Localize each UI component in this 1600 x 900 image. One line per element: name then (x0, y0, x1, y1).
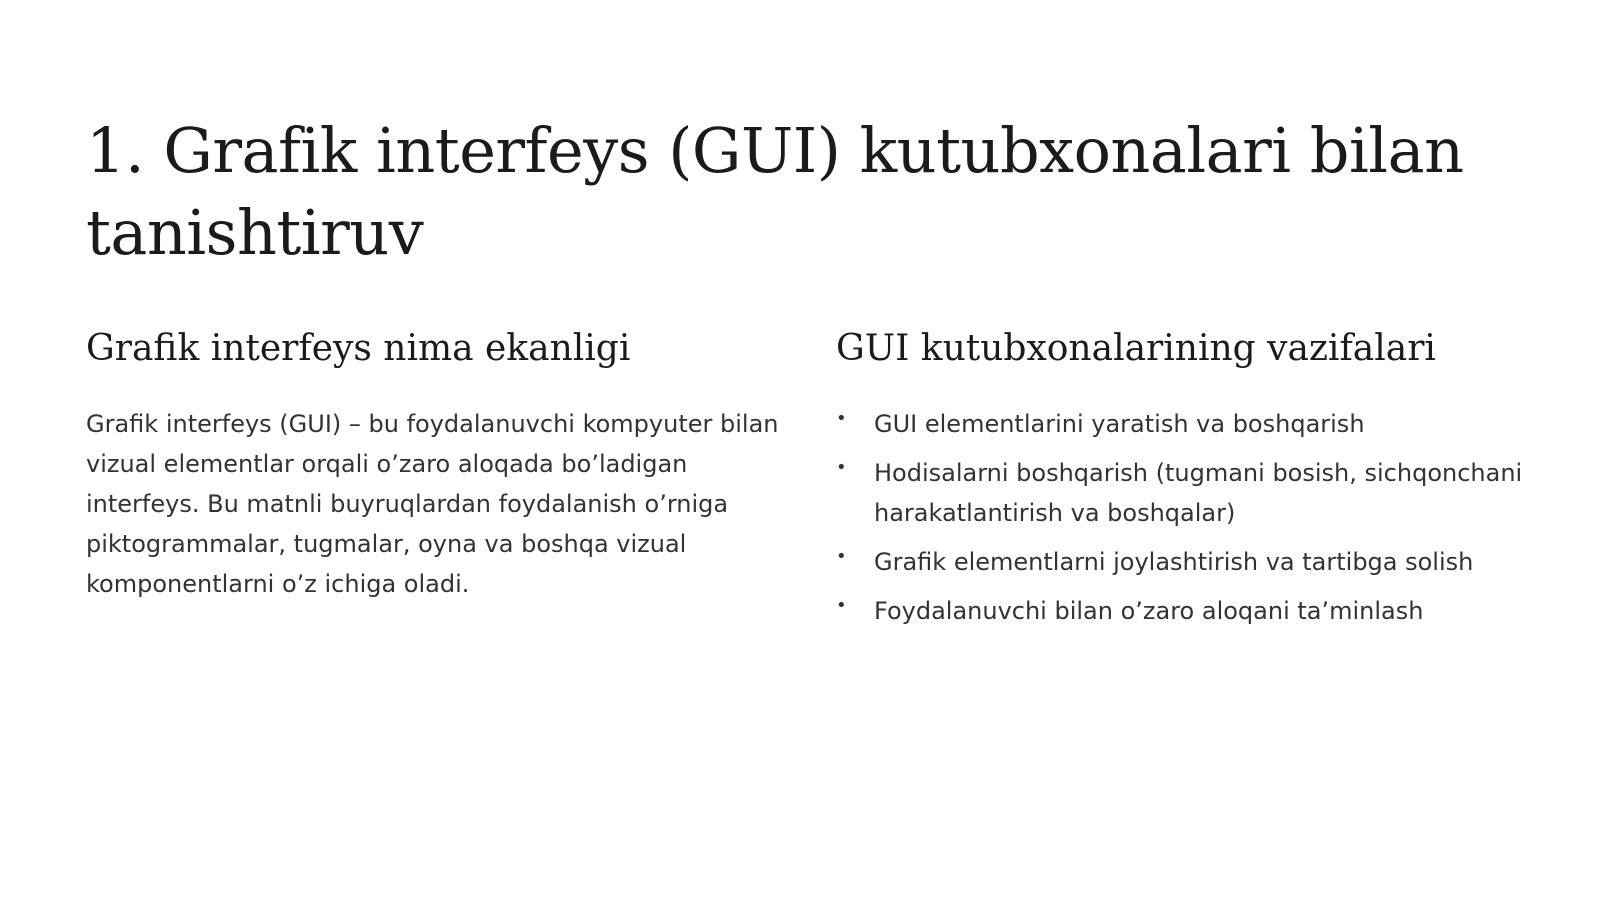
bullet-item-text: Grafik elementlarni joylashtirish va tartibga solish (874, 548, 1474, 576)
left-column-heading: Grafik interfeys nima ekanligi (86, 328, 631, 369)
task-bullet-list (836, 404, 1576, 640)
bullet-item (836, 404, 1576, 444)
right-column-heading: GUI kutubxonalarining vazifalari (836, 328, 1436, 369)
bullet-item-text: Foydalanuvchi bilan o’zaro aloqani ta’minlash (874, 597, 1424, 625)
bullet-item (836, 542, 1576, 582)
bullet-dot-icon: • (836, 457, 847, 478)
bullet-dot-icon: • (836, 546, 847, 567)
bullet-item (836, 591, 1576, 631)
bullet-item-text: Hodisalarni boshqarish (tugmani bosish, sichqonchani harakatlantirish va boshqalar) (874, 459, 1523, 527)
bullet-item (836, 453, 1576, 533)
bullet-dot-icon: • (836, 595, 847, 616)
bullet-dot-icon: • (836, 408, 847, 429)
slide-title: 1. Grafik interfeys (GUI) kutubxonalari bilan tanishtiruv (86, 114, 1464, 269)
left-column-body: Grafik interfeys (GUI) – bu foydalanuvchi kompyuter bilan vizual elementlar orqali o’zaro aloqada bo’ladigan interfeys. Bu matnli buyruqlardan foydalanish o’rniga piktogrammalar, tugmalar, oyna va boshqa vizual komponentlarni o’z ichiga oladi. (86, 410, 779, 598)
bullet-item-text: GUI elementlarini yaratish va boshqarish (874, 410, 1365, 438)
